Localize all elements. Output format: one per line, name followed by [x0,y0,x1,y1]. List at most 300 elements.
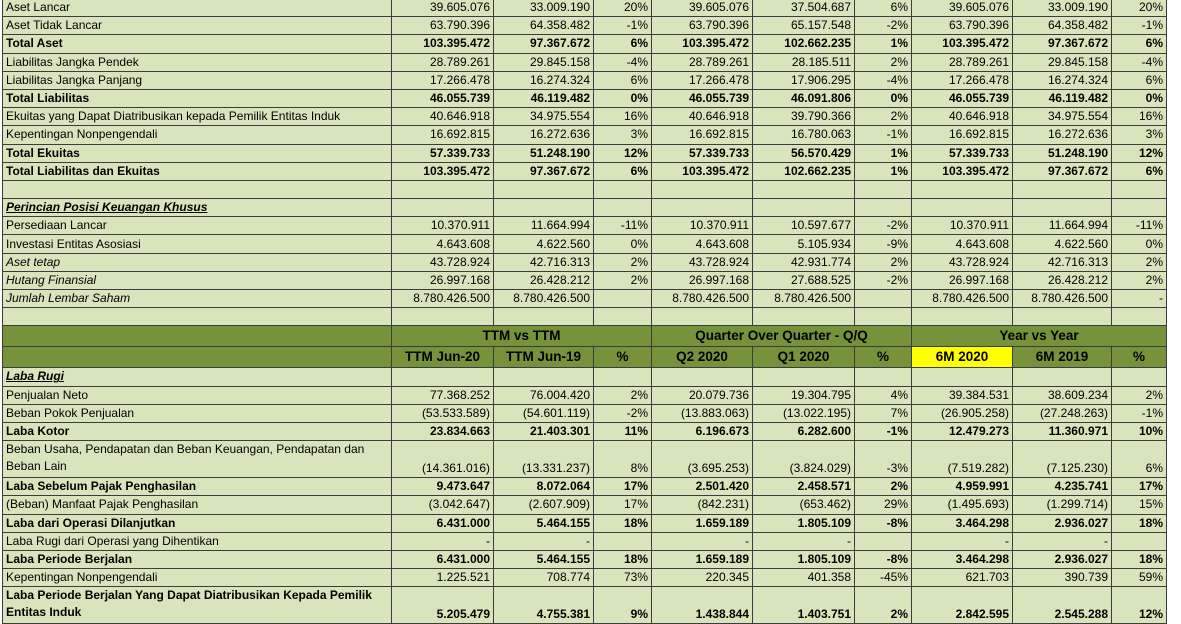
value-cell: 17.266.478 [652,71,753,89]
table-row [3,569,1167,587]
row-label: Kepentingan Nonpengendali [3,569,392,587]
value-cell [1112,308,1167,326]
value-cell: 46.119.482 [494,89,594,107]
value-cell: 103.395.472 [392,35,494,53]
value-cell [855,368,912,386]
value-cell: 1.805.109 [753,550,855,568]
row-label: Aset tetap [3,253,392,271]
value-cell: 65.157.548 [753,17,855,35]
row-label: Aset Lancar [3,0,392,17]
value-cell: 1% [855,162,912,180]
value-cell: 1.805.109 [753,514,855,532]
value-cell [1013,308,1112,326]
value-cell: 5.205.479 [392,587,494,624]
table-row [3,71,1167,89]
value-cell: 63.790.396 [912,17,1013,35]
value-cell: 39.605.076 [392,0,494,17]
value-cell: 29.845.158 [494,53,594,71]
value-cell: 103.395.472 [652,162,753,180]
value-cell: 57.339.733 [912,144,1013,162]
value-cell: (653.462) [753,496,855,514]
table-row [3,126,1167,144]
value-cell [1112,368,1167,386]
value-cell [392,308,494,326]
value-cell: (13.022.195) [753,404,855,422]
value-cell: 6% [594,71,652,89]
value-cell: 77.368.252 [392,386,494,404]
value-cell: 63.790.396 [652,17,753,35]
table-row [3,386,1167,404]
value-cell: 18% [594,550,652,568]
value-cell: -4% [855,71,912,89]
value-cell: -2% [855,17,912,35]
group-header-row [3,326,1167,347]
value-cell: 0% [855,89,912,107]
value-cell: 4.755.381 [494,587,594,624]
table-row [3,290,1167,308]
value-cell [753,199,855,217]
value-cell: 26.428.212 [494,271,594,289]
value-cell: (3.695.253) [652,441,753,478]
table-row [3,532,1167,550]
value-cell [494,180,594,198]
column-header-pct: % [855,347,912,368]
value-cell: 4.959.991 [912,478,1013,496]
value-cell: 46.055.739 [912,89,1013,107]
value-cell: 64.358.482 [494,17,594,35]
value-cell: 28.185.511 [753,53,855,71]
value-cell: - [1013,532,1112,550]
value-cell: 17.266.478 [912,71,1013,89]
value-cell: (3.042.647) [392,496,494,514]
row-label: Investasi Entitas Asosiasi [3,235,392,253]
value-cell: -8% [855,514,912,532]
table-row [3,89,1167,107]
value-cell: 19.304.795 [753,386,855,404]
row-label: Hutang Finansial [3,271,392,289]
value-cell: 38.609.234 [1013,386,1112,404]
value-cell: 6% [1112,441,1167,478]
value-cell: 10.597.677 [753,217,855,235]
value-cell: 17% [594,478,652,496]
value-cell: 0% [1112,235,1167,253]
row-label: Aset Tidak Lancar [3,17,392,35]
value-cell: 39.790.366 [753,108,855,126]
value-cell: -2% [855,217,912,235]
row-label: Laba Rugi dari Operasi yang Dihentikan [3,532,392,550]
value-cell: 103.395.472 [912,162,1013,180]
value-cell [753,368,855,386]
value-cell: 4.235.741 [1013,478,1112,496]
value-cell: 28.789.261 [652,53,753,71]
value-cell: 7% [855,404,912,422]
value-cell: 39.605.076 [912,0,1013,17]
row-label: Ekuitas yang Dapat Diatribusikan kepada Pemilik Entitas Induk [3,108,392,126]
value-cell: 16.272.636 [494,126,594,144]
value-cell: 12% [1112,144,1167,162]
value-cell: (14.361.016) [392,441,494,478]
value-cell: 6.196.673 [652,422,753,440]
table-row [3,53,1167,71]
value-cell: -1% [855,422,912,440]
value-cell: 6% [594,35,652,53]
value-cell: -11% [594,217,652,235]
row-label [3,308,392,326]
value-cell: - [494,532,594,550]
value-cell: 97.367.672 [494,35,594,53]
value-cell [494,308,594,326]
value-cell: 6% [1112,162,1167,180]
value-cell: 4.643.608 [652,235,753,253]
value-cell [912,199,1013,217]
value-cell: 43.728.924 [652,253,753,271]
group-header-ttm: TTM vs TTM [392,326,652,347]
value-cell: 20.079.736 [652,386,753,404]
value-cell [1112,199,1167,217]
table-row [3,180,1167,198]
value-cell: 26.428.212 [1013,271,1112,289]
value-cell: 97.367.672 [494,162,594,180]
value-cell: 3% [1112,126,1167,144]
value-cell: 97.367.672 [1013,35,1112,53]
value-cell: 42.931.774 [753,253,855,271]
value-cell: 103.395.472 [652,35,753,53]
value-cell: 57.339.733 [652,144,753,162]
value-cell: (1.299.714) [1013,496,1112,514]
value-cell: 5.105.934 [753,235,855,253]
value-cell [912,180,1013,198]
table-row [3,368,1167,386]
value-cell: -2% [855,271,912,289]
value-cell: 2% [594,253,652,271]
value-cell: 15% [1112,496,1167,514]
value-cell: 10% [1112,422,1167,440]
value-cell: 46.091.806 [753,89,855,107]
table-row [3,17,1167,35]
table-row [3,217,1167,235]
value-cell [1013,368,1112,386]
value-cell: -1% [594,17,652,35]
value-cell: 8.072.064 [494,478,594,496]
value-cell: 102.662.235 [753,162,855,180]
value-cell: 40.646.918 [392,108,494,126]
value-cell: 39.605.076 [652,0,753,17]
value-cell: 4.622.560 [494,235,594,253]
value-cell: -1% [1112,17,1167,35]
value-cell: 6% [1112,71,1167,89]
value-cell [392,199,494,217]
value-cell: 17.906.295 [753,71,855,89]
value-cell: 2.545.288 [1013,587,1112,624]
value-cell: 16.780.063 [753,126,855,144]
value-cell [392,368,494,386]
value-cell: 4.643.608 [912,235,1013,253]
value-cell [855,180,912,198]
value-cell: 18% [1112,514,1167,532]
value-cell: -4% [1112,53,1167,71]
row-label: Perincian Posisi Keuangan Khusus [3,199,392,217]
value-cell: 8.780.426.500 [1013,290,1112,308]
value-cell: -4% [594,53,652,71]
value-cell: 5.464.155 [494,550,594,568]
value-cell: 23.834.663 [392,422,494,440]
value-cell: 8.780.426.500 [652,290,753,308]
column-header-6m-2019: 6M 2019 [1013,347,1112,368]
value-cell: 2.501.420 [652,478,753,496]
value-cell: (3.824.029) [753,441,855,478]
value-cell: 2% [855,53,912,71]
value-cell: 6.282.600 [753,422,855,440]
value-cell [753,308,855,326]
value-cell: 3% [594,126,652,144]
value-cell: 0% [594,89,652,107]
value-cell: 220.345 [652,569,753,587]
value-cell: (13.883.063) [652,404,753,422]
value-cell: 16% [1112,108,1167,126]
row-label: Beban Pokok Penjualan [3,404,392,422]
value-cell [652,199,753,217]
value-cell: 46.119.482 [1013,89,1112,107]
value-cell: 63.790.396 [392,17,494,35]
value-cell [652,308,753,326]
row-label: Total Ekuitas [3,144,392,162]
value-cell [594,199,652,217]
header-blank-cell [3,326,392,347]
table-row [3,271,1167,289]
value-cell: -1% [855,126,912,144]
value-cell: 27.688.525 [753,271,855,289]
value-cell [494,199,594,217]
value-cell: 2% [1112,386,1167,404]
value-cell: (53.533.589) [392,404,494,422]
value-cell: 73% [594,569,652,587]
value-cell [1112,180,1167,198]
value-cell: 43.728.924 [392,253,494,271]
value-cell: -9% [855,235,912,253]
value-cell: 8.780.426.500 [494,290,594,308]
value-cell: 6% [594,162,652,180]
value-cell: 2.936.027 [1013,514,1112,532]
value-cell: 9.473.647 [392,478,494,496]
row-label: Laba Rugi [3,368,392,386]
table-row [3,550,1167,568]
value-cell: 20% [594,0,652,17]
value-cell: 16.274.324 [494,71,594,89]
value-cell: 2% [855,253,912,271]
value-cell: 18% [594,514,652,532]
value-cell: 5.464.155 [494,514,594,532]
value-cell: 103.395.472 [912,35,1013,53]
group-header-yoy: Year vs Year [912,326,1167,347]
value-cell: 10.370.911 [652,217,753,235]
value-cell [1013,199,1112,217]
value-cell: 57.339.733 [392,144,494,162]
row-label [3,180,392,198]
value-cell [855,290,912,308]
value-cell: 42.716.313 [494,253,594,271]
row-label: Persediaan Lancar [3,217,392,235]
table-row [3,162,1167,180]
value-cell: -8% [855,550,912,568]
table-row [3,441,1167,478]
value-cell: 16.692.815 [652,126,753,144]
table-row [3,199,1167,217]
value-cell: (7.519.282) [912,441,1013,478]
value-cell: (842.231) [652,496,753,514]
financial-spreadsheet [2,0,1166,624]
row-label: Penjualan Neto [3,386,392,404]
value-cell: 17% [1112,478,1167,496]
value-cell: (26.905.258) [912,404,1013,422]
header-blank-cell [3,347,392,368]
value-cell: 12.479.273 [912,422,1013,440]
value-cell: 29% [855,496,912,514]
row-label: Laba dari Operasi Dilanjutkan [3,514,392,532]
value-cell [594,308,652,326]
value-cell: 9% [594,587,652,624]
value-cell: 11% [594,422,652,440]
value-cell: 2.936.027 [1013,550,1112,568]
value-cell: -3% [855,441,912,478]
value-cell: 43.728.924 [912,253,1013,271]
value-cell: -1% [1112,404,1167,422]
value-cell [855,308,912,326]
table-row [3,422,1167,440]
column-header-pct: % [594,347,652,368]
value-cell: -45% [855,569,912,587]
value-cell: 34.975.554 [1013,108,1112,126]
value-cell: 42.716.313 [1013,253,1112,271]
value-cell: 40.646.918 [652,108,753,126]
value-cell: 21.403.301 [494,422,594,440]
value-cell: 1% [855,144,912,162]
value-cell: - [753,532,855,550]
value-cell: 37.504.687 [753,0,855,17]
value-cell: (7.125.230) [1013,441,1112,478]
value-cell: 2% [594,386,652,404]
value-cell: 2% [855,587,912,624]
table-row [3,514,1167,532]
value-cell: 1.403.751 [753,587,855,624]
value-cell: 6.431.000 [392,550,494,568]
row-label: (Beban) Manfaat Pajak Penghasilan [3,496,392,514]
value-cell: 20% [1112,0,1167,17]
value-cell: 26.997.168 [392,271,494,289]
value-cell: 10.370.911 [392,217,494,235]
value-cell: - [912,532,1013,550]
value-cell: 11.664.994 [494,217,594,235]
value-cell: 1.659.189 [652,514,753,532]
value-cell: 51.248.190 [1013,144,1112,162]
value-cell: 12% [594,144,652,162]
value-cell: 8% [594,441,652,478]
value-cell: 0% [594,235,652,253]
value-cell: 16.692.815 [392,126,494,144]
value-cell: 33.009.190 [1013,0,1112,17]
table-row [3,0,1167,17]
value-cell: 3.464.298 [912,514,1013,532]
value-cell: - [1112,290,1167,308]
value-cell: 1.659.189 [652,550,753,568]
value-cell: 708.774 [494,569,594,587]
value-cell: 3.464.298 [912,550,1013,568]
table-row [3,308,1167,326]
value-cell: 4% [855,386,912,404]
value-cell: 59% [1112,569,1167,587]
row-label: Total Liabilitas [3,89,392,107]
value-cell: 6.431.000 [392,514,494,532]
row-label: Jumlah Lembar Saham [3,290,392,308]
value-cell: 390.739 [1013,569,1112,587]
financial-table [2,0,1167,624]
value-cell: 46.055.739 [392,89,494,107]
column-header-6m-2020: 6M 2020 [912,347,1013,368]
value-cell: 8.780.426.500 [753,290,855,308]
value-cell: 16.272.636 [1013,126,1112,144]
value-cell: 1.438.844 [652,587,753,624]
value-cell [594,180,652,198]
value-cell: 11.664.994 [1013,217,1112,235]
value-cell [855,532,912,550]
value-cell [594,290,652,308]
value-cell [753,180,855,198]
value-cell: 17.266.478 [392,71,494,89]
value-cell: 401.358 [753,569,855,587]
value-cell: 34.975.554 [494,108,594,126]
row-label: Laba Periode Berjalan [3,550,392,568]
table-row [3,235,1167,253]
value-cell: (1.495.693) [912,496,1013,514]
value-cell: 16% [594,108,652,126]
row-label: Beban Usaha, Pendapatan dan Beban Keuangan, Pendapatan dan Beban Lain [3,441,392,478]
balance-sheet-section [3,0,1167,326]
value-cell: (27.248.263) [1013,404,1112,422]
value-cell: - [652,532,753,550]
value-cell: 0% [1112,89,1167,107]
value-cell: 33.009.190 [494,0,594,17]
row-label: Laba Kotor [3,422,392,440]
value-cell: 12% [1112,587,1167,624]
value-cell: 6% [855,0,912,17]
table-row [3,478,1167,496]
row-label: Liabilitas Jangka Pendek [3,53,392,71]
value-cell: 29.845.158 [1013,53,1112,71]
value-cell: 2% [855,108,912,126]
value-cell [855,199,912,217]
table-row [3,108,1167,126]
value-cell: 1.225.521 [392,569,494,587]
value-cell: 64.358.482 [1013,17,1112,35]
value-cell: 10.370.911 [912,217,1013,235]
table-row [3,587,1167,624]
value-cell: 2.842.595 [912,587,1013,624]
value-cell: 4.622.560 [1013,235,1112,253]
value-cell: - [392,532,494,550]
value-cell: 2.458.571 [753,478,855,496]
row-label: Kepentingan Nonpengendali [3,126,392,144]
value-cell: 28.789.261 [912,53,1013,71]
column-header-row [3,347,1167,368]
value-cell: 51.248.190 [494,144,594,162]
column-header-section [3,326,1167,368]
column-header-ttm-jun-20: TTM Jun-20 [392,347,494,368]
group-header-qoq: Quarter Over Quarter - Q/Q [652,326,912,347]
value-cell: (2.607.909) [494,496,594,514]
value-cell: 2% [855,478,912,496]
row-label: Laba Sebelum Pajak Penghasilan [3,478,392,496]
value-cell: 4.643.608 [392,235,494,253]
value-cell: 28.789.261 [392,53,494,71]
